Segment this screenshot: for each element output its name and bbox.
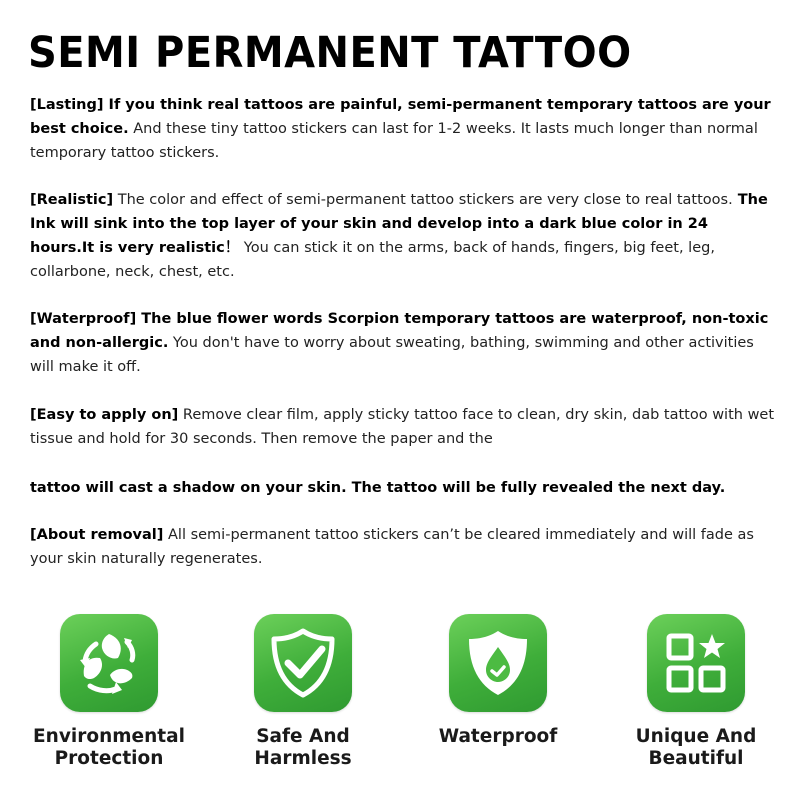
realistic-text-2: You can stick it on the arms, back of hands, fingers, big feet, leg, collarbone, neck, chest, etc.	[30, 240, 715, 280]
feature-list	[0, 614, 800, 784]
grid-star-icon	[647, 614, 745, 712]
lasting-bold-text: [Lasting] If you think real tattoos are painful, semi-permanent temporary tattoos are your best choice.	[30, 97, 771, 137]
feature-label-line1: Unique And	[635, 726, 757, 747]
feature-safe	[203, 614, 403, 770]
shield-check-icon	[254, 614, 352, 712]
apply-paragraph	[30, 403, 775, 451]
recycle-leaves-icon	[60, 614, 158, 712]
page-title: SEMI PERMANENT TATTOO	[28, 28, 632, 78]
feature-label-line1: Safe And	[256, 726, 350, 747]
shadow-paragraph	[30, 476, 775, 500]
realistic-paragraph	[30, 188, 775, 284]
feature-label	[9, 726, 209, 770]
feature-label	[398, 726, 598, 748]
feature-label-line1: Waterproof	[438, 726, 558, 747]
apply-text: Remove clear film, apply sticky tattoo face to clean, dry skin, dab tattoo with wet tissue and hold for 30 seconds. Then remove the paper and the	[30, 407, 775, 447]
shadow-bold-text: tattoo will cast a shadow on your skin. The tattoo will be fully revealed the next day.	[30, 480, 726, 496]
waterproof-paragraph	[30, 307, 775, 379]
realistic-heading: [Realistic]	[30, 192, 114, 208]
feature-label	[203, 726, 403, 770]
feature-environmental	[9, 614, 209, 770]
lasting-paragraph	[30, 93, 775, 165]
feature-unique	[596, 614, 796, 770]
apply-heading: [Easy to apply on]	[30, 407, 179, 423]
lasting-text: And these tiny tattoo stickers can last for 1-2 weeks. It lasts much longer than normal temporary tattoo stickers.	[30, 121, 758, 161]
realistic-text: The color and effect of semi-permanent tattoo stickers are very close to real tattoos.	[113, 192, 733, 208]
realistic-bold-text: The Ink will sink into the top layer of your skin and develop into a dark blue color in 24 hours.It is very realistic！	[30, 192, 768, 256]
feature-label-line1: Environmental	[33, 726, 185, 747]
waterproof-bold-text: [Waterproof] The blue flower words Scorpion temporary tattoos are waterproof, non-toxic and non-allergic.	[30, 311, 769, 351]
feature-label	[596, 726, 796, 770]
removal-heading: [About removal]	[30, 527, 164, 543]
feature-label-line2: Beautiful	[648, 748, 744, 769]
feature-waterproof	[398, 614, 598, 748]
feature-label-line2: Protection	[54, 748, 164, 769]
removal-paragraph	[30, 523, 775, 571]
shield-droplet-icon	[449, 614, 547, 712]
removal-text: All semi-permanent tattoo stickers can’t be cleared immediately and will fade as your skin naturally regenerates.	[30, 527, 754, 567]
feature-label-line2: Harmless	[254, 748, 352, 769]
waterproof-text: You don't have to worry about sweating, bathing, swimming and other activities will make it off.	[30, 335, 754, 375]
